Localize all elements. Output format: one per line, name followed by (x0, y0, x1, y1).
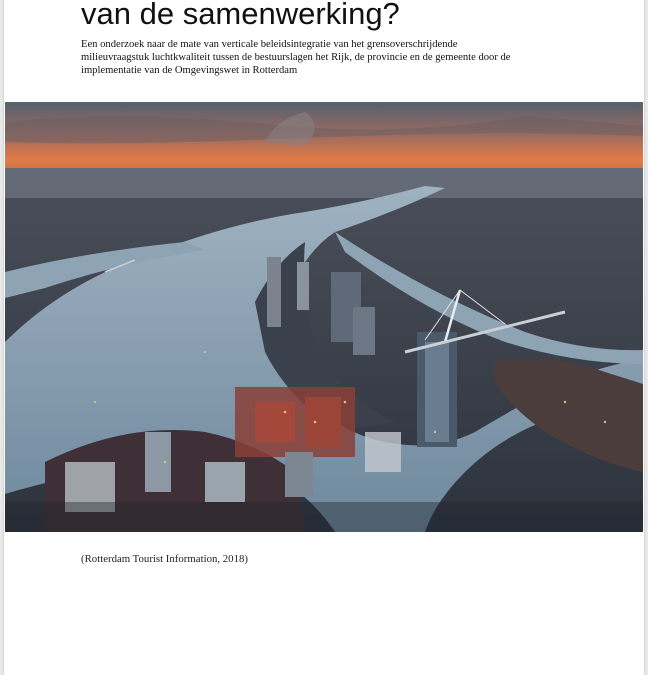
image-caption: (Rotterdam Tourist Information, 2018) (81, 553, 248, 565)
rotterdam-aerial-photo (5, 102, 643, 532)
document-page (4, 0, 644, 675)
subtitle-line: milieuvraagstuk luchtkwaliteit tussen de bestuurslagen het Rijk, de provincie en de gemeente door de (81, 52, 511, 63)
subtitle-line: implementatie van de Omgevingswet in Rotterdam (81, 65, 298, 76)
document-subtitle (81, 38, 581, 77)
subtitle-line: Een onderzoek naar de mate van verticale beleidsintegratie van het grensoverschrijdende (81, 39, 458, 50)
document-title: van de samenwerking? (81, 0, 400, 31)
